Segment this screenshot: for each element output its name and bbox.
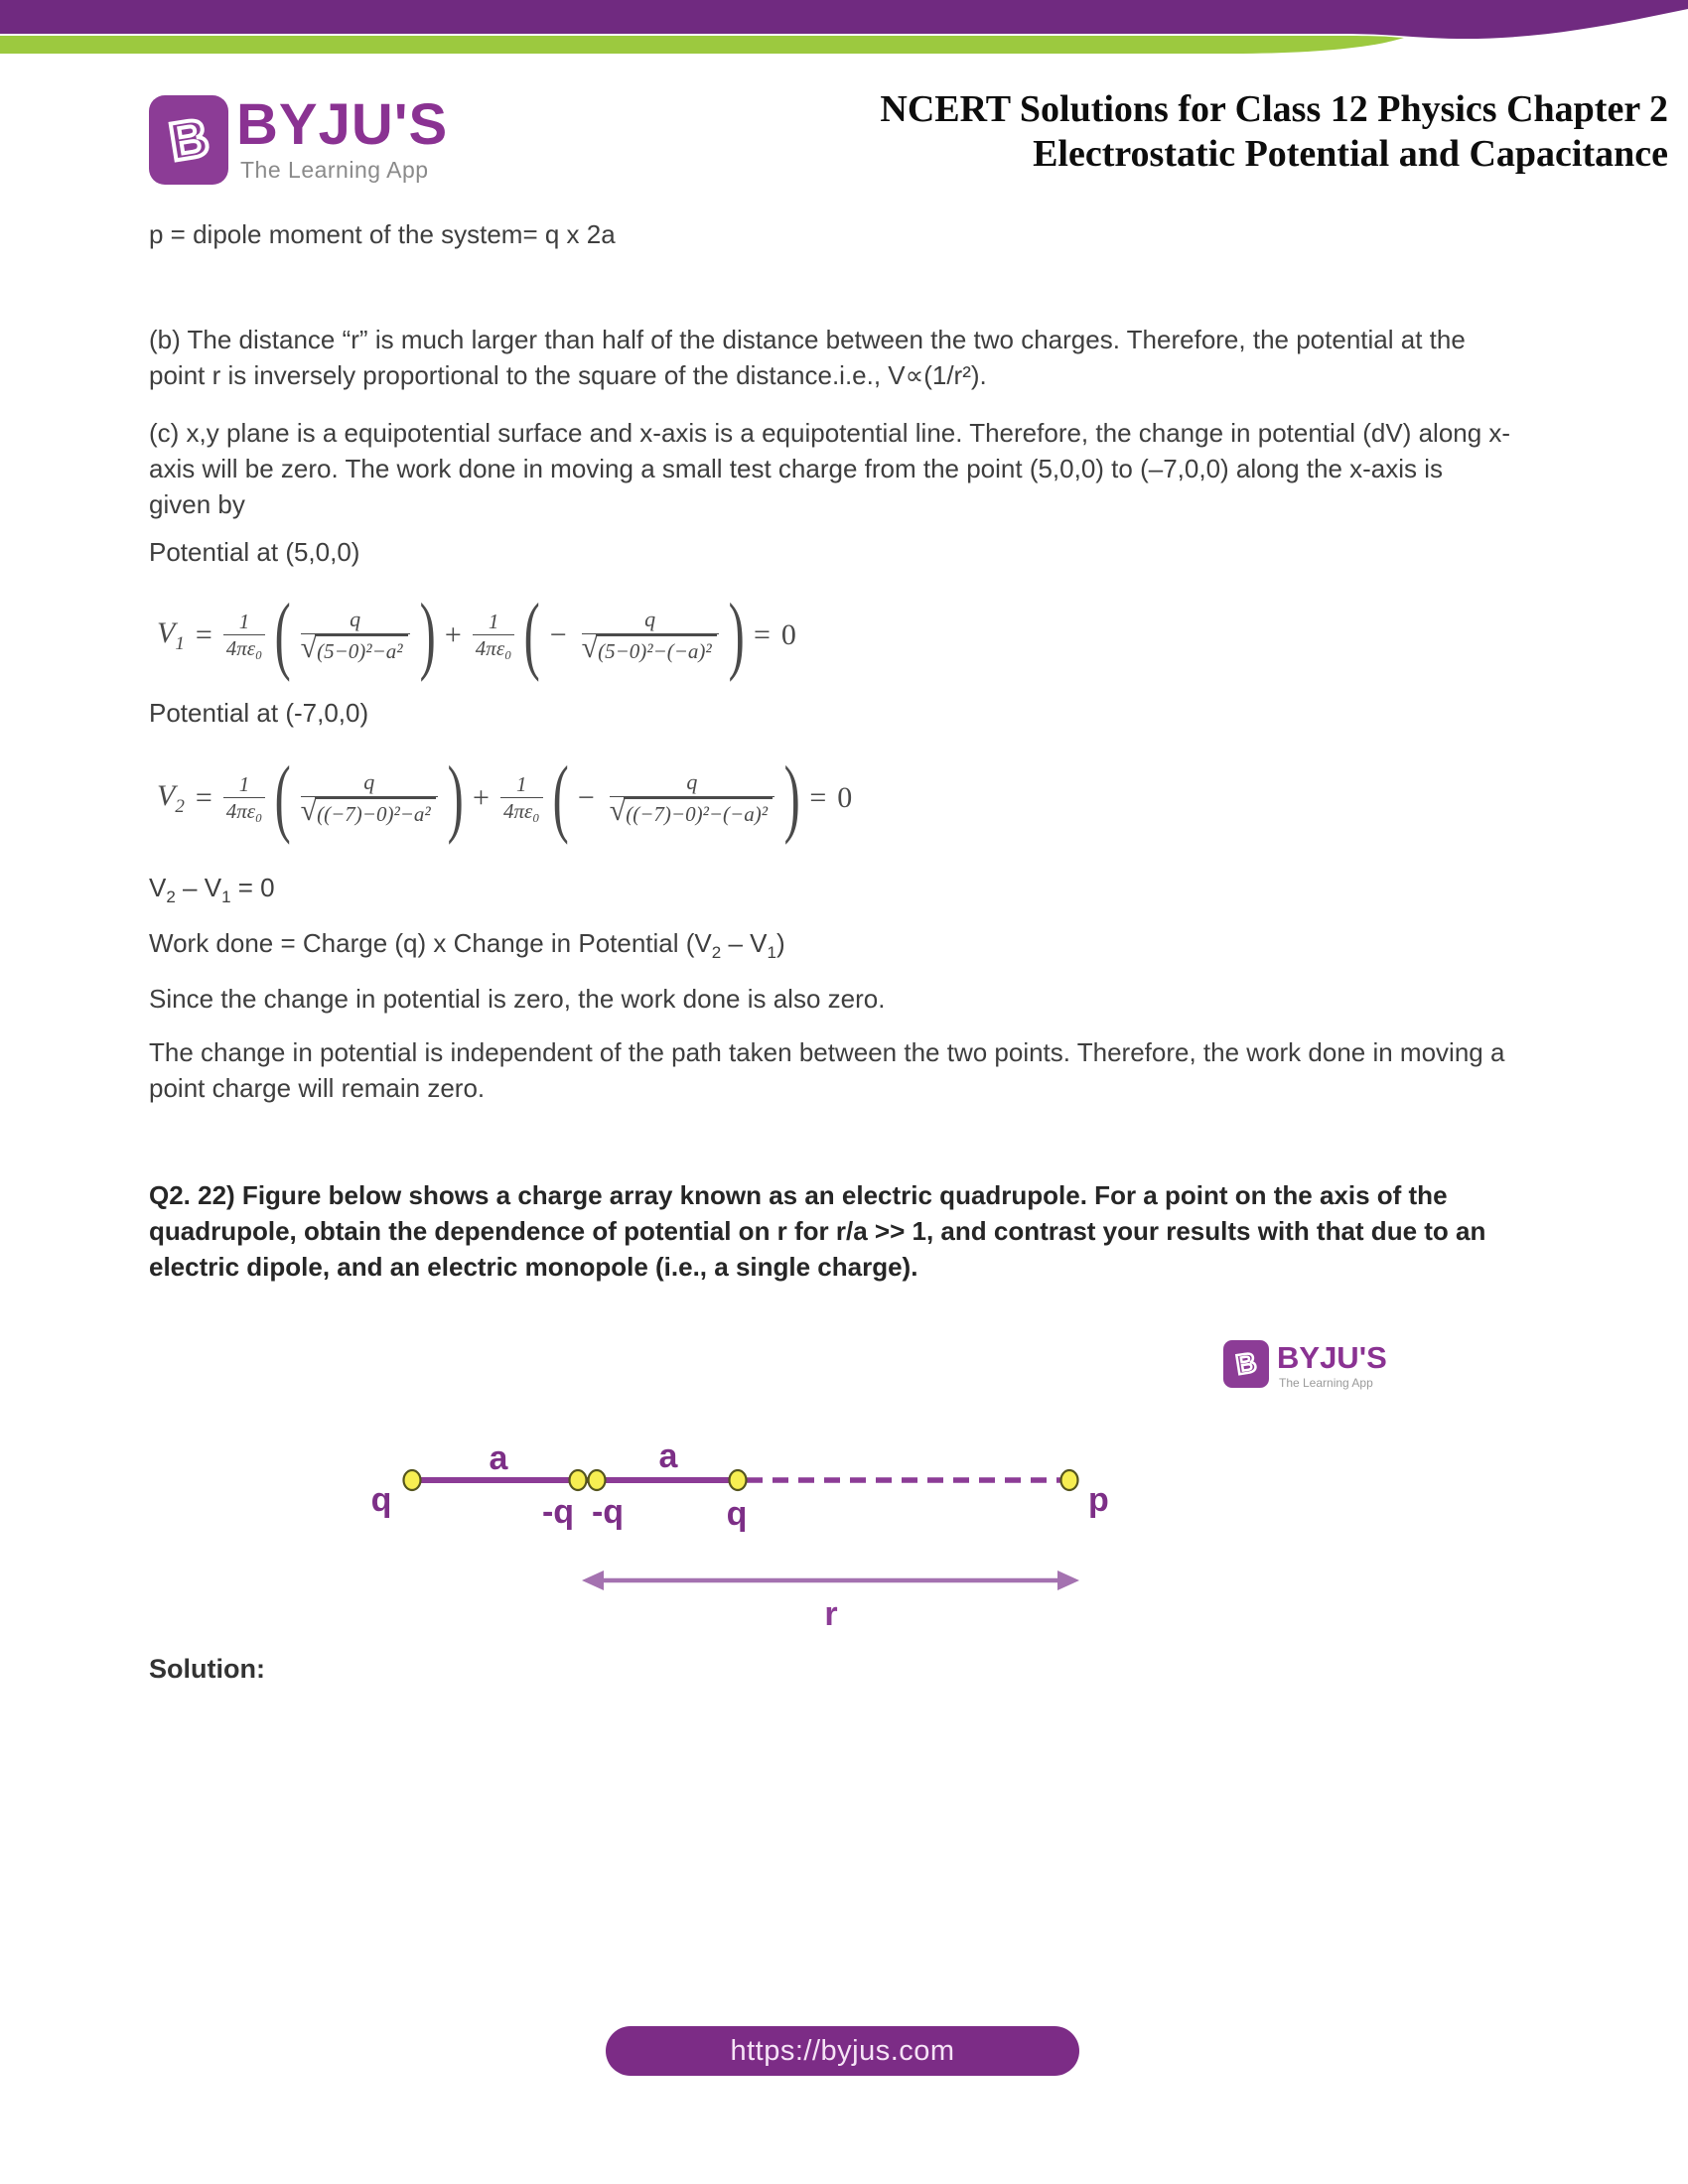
byjus-url-text: https://byjus.com <box>730 2034 955 2067</box>
v2-symbol: $V_2$ <box>157 778 185 817</box>
purple-band-shape <box>0 0 1688 39</box>
byjus-watermark-tagline: The Learning App <box>1279 1376 1373 1390</box>
potential-5-label: Potential at (5,0,0) <box>149 537 360 567</box>
paragraph-b: (b) The distance “r” is much larger than half of the distance between the two charges. Therefore, the potential at the point r is inversely proportional to the square of the distance.i.e., V∝(1/r²). <box>149 325 1466 390</box>
potential-neg7-label: Potential at (-7,0,0) <box>149 698 369 728</box>
radical-sign: √ <box>300 630 318 664</box>
label-negq-2: -q <box>591 1493 625 1531</box>
byjus-url-link[interactable] <box>606 2026 1079 2076</box>
radical-sign: √ <box>581 630 599 664</box>
equals-sign: = <box>754 618 771 652</box>
coulomb-constant-fraction: $\frac{1}{\text{4πε₀}}$ <box>223 772 266 824</box>
label-q-left: q <box>370 1481 392 1519</box>
r-arrowhead-right <box>1057 1570 1079 1590</box>
paragraph-c: (c) x,y plane is a equipotential surface and x-axis is a equipotential line. Therefore, the change in potential (dV) along x-axis will be zero. The work done in moving a small test charge from the point (5,0,0) to (–7,0,0) along the x-axis is given by <box>149 418 1511 519</box>
plus-sign: + <box>444 618 462 652</box>
header-bands <box>0 0 1688 69</box>
byjus-tagline: The Learning App <box>240 157 429 183</box>
byjus-watermark-icon <box>1223 1340 1269 1388</box>
point-p-dot <box>1061 1470 1078 1490</box>
v1-term1-fraction: q √ (5−0)²−a² <box>301 607 410 664</box>
open-paren: ( <box>274 750 292 846</box>
equals-sign: = <box>809 781 827 815</box>
charge-dot-negq-2 <box>589 1470 606 1490</box>
page-title <box>880 87 1668 177</box>
byjus-wordmark: BYJU'S <box>236 92 449 157</box>
result-zero: 0 <box>837 781 853 815</box>
question-2-22: Q2. 22) Figure below shows a charge array known as an electric quadrupole. For a point on the axis of the quadrupole, obtain the dependence of potential on r for r/a >> 1, and contrast your results with that due to an electric dipole, and an electric monopole (i.e., a single charge). <box>149 1180 1486 1282</box>
formula-v1 <box>157 587 796 683</box>
label-q-mid: q <box>726 1495 748 1533</box>
charge-dot-q-left <box>404 1470 421 1490</box>
work-done-line: Work done = Charge (q) x Change in Potential $(V_2 - V_1)$ <box>149 928 785 963</box>
v2-term2-fraction: q √ ((−7)−0)²−(−a)² <box>610 769 774 827</box>
equals-sign: = <box>195 781 212 815</box>
green-band-shape <box>0 36 1404 54</box>
label-negq-1: -q <box>541 1493 575 1531</box>
open-paren: ( <box>274 587 292 683</box>
v2-minus-v1-line: $V_2 - V_1 = 0$ <box>149 873 275 907</box>
charge-dot-q-mid <box>730 1470 747 1490</box>
byjus-watermark-wordmark: BYJU'S <box>1277 1340 1387 1375</box>
minus-sign: − <box>577 781 595 815</box>
r-arrowhead-left <box>582 1570 604 1590</box>
coulomb-constant-fraction: $\frac{1}{\text{4πε₀}}$ <box>223 610 266 661</box>
label-p: p <box>1088 1481 1109 1519</box>
result-zero: 0 <box>780 618 796 652</box>
equals-sign: = <box>195 618 212 652</box>
label-r: r <box>824 1595 838 1633</box>
solution-label: Solution: <box>149 1654 265 1684</box>
coulomb-constant-fraction: $\frac{1}{\text{4πε₀}}$ <box>500 772 543 824</box>
charge-dot-negq-1 <box>570 1470 587 1490</box>
label-a-1: a <box>489 1439 508 1477</box>
v1-symbol: $V_1$ <box>157 615 185 654</box>
page-title-line2: Electrostatic Potential and Capacitance <box>1033 133 1668 175</box>
path-independent-line: The change in potential is independent of the path taken between the two points. Therefore, the work done in moving a point charge will remain zero. <box>149 1037 1505 1103</box>
byjus-b-icon: B <box>1233 1346 1259 1381</box>
page-title-line1: NCERT Solutions for Class 12 Physics Chapter 2 <box>880 88 1668 130</box>
close-paren: ) <box>783 750 800 846</box>
open-paren: ( <box>552 750 569 846</box>
plus-sign: + <box>473 781 490 815</box>
v2-term1-fraction: q √ ((−7)−0)²−a² <box>301 769 438 827</box>
dipole-moment-line: p = dipole moment of the system= q x 2a <box>149 219 616 249</box>
close-paren: ) <box>728 587 745 683</box>
byjus-b-icon: B <box>165 107 212 173</box>
open-paren: ( <box>524 587 541 683</box>
close-paren: ) <box>419 587 436 683</box>
radical-sign: √ <box>609 793 627 827</box>
minus-sign: − <box>549 618 567 652</box>
coulomb-constant-fraction: $\frac{1}{\text{4πε₀}}$ <box>473 610 515 661</box>
byjus-logo-icon <box>149 95 228 185</box>
label-a-2: a <box>658 1437 678 1475</box>
since-zero-line: Since the change in potential is zero, the work done is also zero. <box>149 984 886 1014</box>
formula-v2 <box>157 750 853 846</box>
v1-term2-fraction: q √ (5−0)²−(−a)² <box>582 607 719 664</box>
radical-sign: √ <box>300 793 318 827</box>
close-paren: ) <box>447 750 464 846</box>
quadrupole-diagram <box>338 1420 1172 1648</box>
